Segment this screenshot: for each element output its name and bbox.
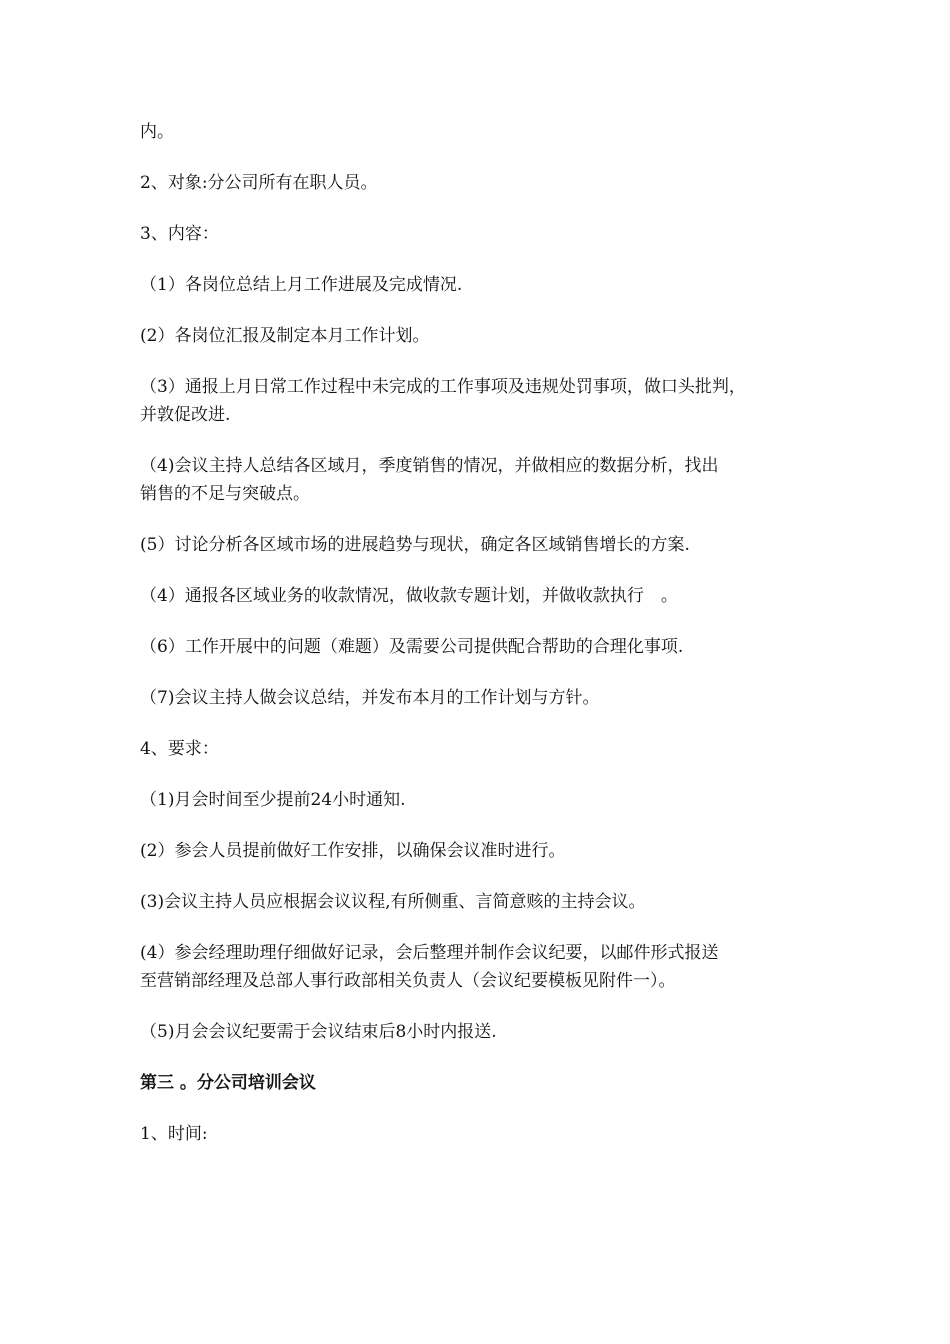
list-item-requirement-3 (140, 888, 820, 916)
text-line: (2）各岗位汇报及制定本月工作计划。 (140, 326, 430, 346)
list-item-content-4 (140, 452, 820, 508)
list-item-content-6 (140, 633, 820, 661)
text-line: （5)月会会议纪要需于会议结束后8小时内报送. (140, 1022, 497, 1042)
text-line: 至营销部经理及总部人事行政部相关负责人（会议纪要模板见附件一）。 (140, 971, 676, 991)
list-item-content-4b (140, 582, 820, 610)
list-item-requirement-2 (140, 837, 820, 865)
text-line: 销售的不足与突破点。 (140, 484, 310, 504)
text-line: （7)会议主持人做会议总结，并发布本月的工作计划与方针。 (140, 688, 600, 708)
paragraph-time (140, 1120, 820, 1148)
text-line: （1)月会时间至少提前24小时通知. (140, 790, 406, 810)
text-line: （1）各岗位总结上月工作进展及完成情况. (140, 275, 463, 295)
paragraph-requirements-heading (140, 735, 820, 763)
text-line: (5）讨论分析各区域市场的进展趋势与现状，确定各区域销售增长的方案. (140, 535, 690, 555)
paragraph-continuation (140, 118, 820, 146)
list-item-content-3 (140, 373, 820, 429)
text-line: 并敦促改进. (140, 405, 231, 425)
text-line: （3）通报上月日常工作过程中未完成的工作事项及违规处罚事项，做口头批判， (140, 377, 746, 397)
document-body (140, 118, 820, 1171)
section-heading: 第三 。分公司培训会议 (140, 1073, 316, 1093)
list-item-requirement-1 (140, 786, 820, 814)
list-item-content-5 (140, 531, 820, 559)
text-line: 4、要求： (140, 739, 219, 759)
text-line: （6）工作开展中的问题（难题）及需要公司提供配合帮助的合理化事项. (140, 637, 684, 657)
text-line: 内。 (140, 122, 174, 142)
list-item-requirement-5 (140, 1018, 820, 1046)
list-item-content-2 (140, 322, 820, 350)
list-item-content-7 (140, 684, 820, 712)
paragraph-target (140, 169, 820, 197)
text-line: （4)会议主持人总结各区域月，季度销售的情况，并做相应的数据分析，找出 (140, 456, 719, 476)
text-line: 3、内容： (140, 224, 219, 244)
text-line: (4）参会经理助理仔细做好记录，会后整理并制作会议纪要，以邮件形式报送 (140, 943, 719, 963)
text-line: (2）参会人员提前做好工作安排，以确保会议准时进行。 (140, 841, 566, 861)
paragraph-content-heading (140, 220, 820, 248)
list-item-requirement-4 (140, 939, 820, 995)
text-line: (3)会议主持人员应根据会议议程,有所侧重、言简意赅的主持会议。 (140, 892, 646, 912)
list-item-content-1 (140, 271, 820, 299)
text-line: （4）通报各区域业务的收款情况，做收款专题计划，并做收款执行 。 (140, 586, 678, 606)
text-line: 1、时间: (140, 1124, 208, 1144)
text-line: 2、对象:分公司所有在职人员。 (140, 173, 378, 193)
